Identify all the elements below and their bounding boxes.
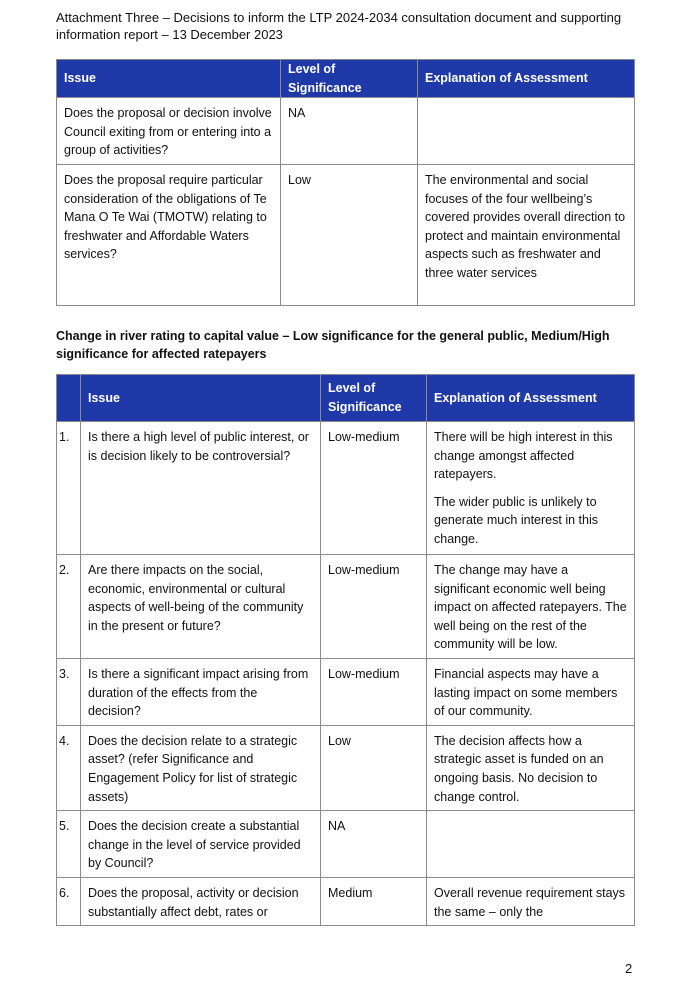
issue-cell: Does the decision create a substantial change in the level of service provided by Council?	[81, 811, 321, 878]
level-cell: Low-medium	[321, 659, 427, 726]
row-number: 5.	[57, 811, 81, 878]
row-number: 3.	[57, 659, 81, 726]
significance-table-2	[56, 374, 635, 926]
level-cell: NA	[321, 811, 427, 878]
table-row	[57, 555, 635, 659]
row-number: 6.	[57, 877, 81, 925]
level-cell: NA	[281, 98, 418, 165]
explanation-cell: The change may have a significant economic well being impact on affected ratepayers. The well being on the rest of the community will be low.	[427, 555, 635, 659]
explanation-paragraph: The wider public is unlikely to generate much interest in this change.	[434, 494, 598, 546]
table-row	[57, 725, 635, 810]
issue-cell: Does the proposal or decision involve Council exiting from or entering into a group of activities?	[57, 98, 281, 165]
table-row	[57, 98, 635, 165]
level-cell: Medium	[321, 877, 427, 925]
table-row	[57, 659, 635, 726]
level-cell: Low	[281, 164, 418, 305]
header-line-1: Attachment Three – Decisions to inform the LTP 2024-2034 consultation document and supporting	[56, 10, 622, 25]
issue-cell: Is there a high level of public interest, or is decision likely to be controversial?	[81, 422, 321, 555]
explanation-cell: The environmental and social focuses of the four wellbeing’s covered provides overall direction to protect and maintain environmental aspects such as freshwater and three water services	[418, 164, 635, 305]
issue-cell: Does the decision relate to a strategic asset? (refer Significance and Engagement Policy for list of strategic assets)	[81, 725, 321, 810]
table-header-row	[57, 60, 635, 98]
page-number: 2	[625, 961, 633, 976]
column-header-explanation: Explanation of Assessment	[418, 60, 635, 98]
table-row	[57, 877, 635, 925]
column-header-issue: Issue	[81, 375, 321, 422]
column-header-number	[57, 375, 81, 422]
level-cell: Low-medium	[321, 422, 427, 555]
explanation-paragraph: There will be high interest in this change amongst affected ratepayers.	[434, 430, 613, 482]
issue-cell: Is there a significant impact arising from duration of the effects from the decision?	[81, 659, 321, 726]
issue-cell: Are there impacts on the social, economic, environmental or cultural aspects of well-being of the community in the present or future?	[81, 555, 321, 659]
explanation-cell	[427, 422, 635, 555]
table-header-row	[57, 375, 635, 422]
explanation-cell	[418, 98, 635, 165]
explanation-cell	[427, 811, 635, 878]
row-number: 1.	[57, 422, 81, 555]
explanation-cell: Financial aspects may have a lasting impact on some members of our community.	[427, 659, 635, 726]
column-header-issue: Issue	[57, 60, 281, 98]
header-line-2: information report – 13 December 2023	[56, 27, 283, 42]
column-header-level: Level of Significance	[281, 60, 418, 98]
level-cell: Low-medium	[321, 555, 427, 659]
explanation-cell: The decision affects how a strategic asset is funded on an ongoing basis. No decision to change control.	[427, 725, 635, 810]
row-number: 4.	[57, 725, 81, 810]
table-row	[57, 164, 635, 305]
table-row	[57, 422, 635, 555]
explanation-cell: Overall revenue requirement stays the same – only the	[427, 877, 635, 925]
document-header	[56, 9, 636, 43]
issue-cell: Does the proposal require particular consideration of the obligations of Te Mana O Te Wai (TMOTW) relating to freshwater and Affordable Waters services?	[57, 164, 281, 305]
row-number: 2.	[57, 555, 81, 659]
significance-table-1	[56, 59, 635, 306]
table-row	[57, 811, 635, 878]
column-header-level: Level of Significance	[321, 375, 427, 422]
level-cell: Low	[321, 725, 427, 810]
section-title: Change in river rating to capital value – Low significance for the general public, Medium/High significance for affected ratepayers	[56, 329, 610, 361]
column-header-explanation: Explanation of Assessment	[427, 375, 635, 422]
issue-cell: Does the proposal, activity or decision substantially affect debt, rates or	[81, 877, 321, 925]
